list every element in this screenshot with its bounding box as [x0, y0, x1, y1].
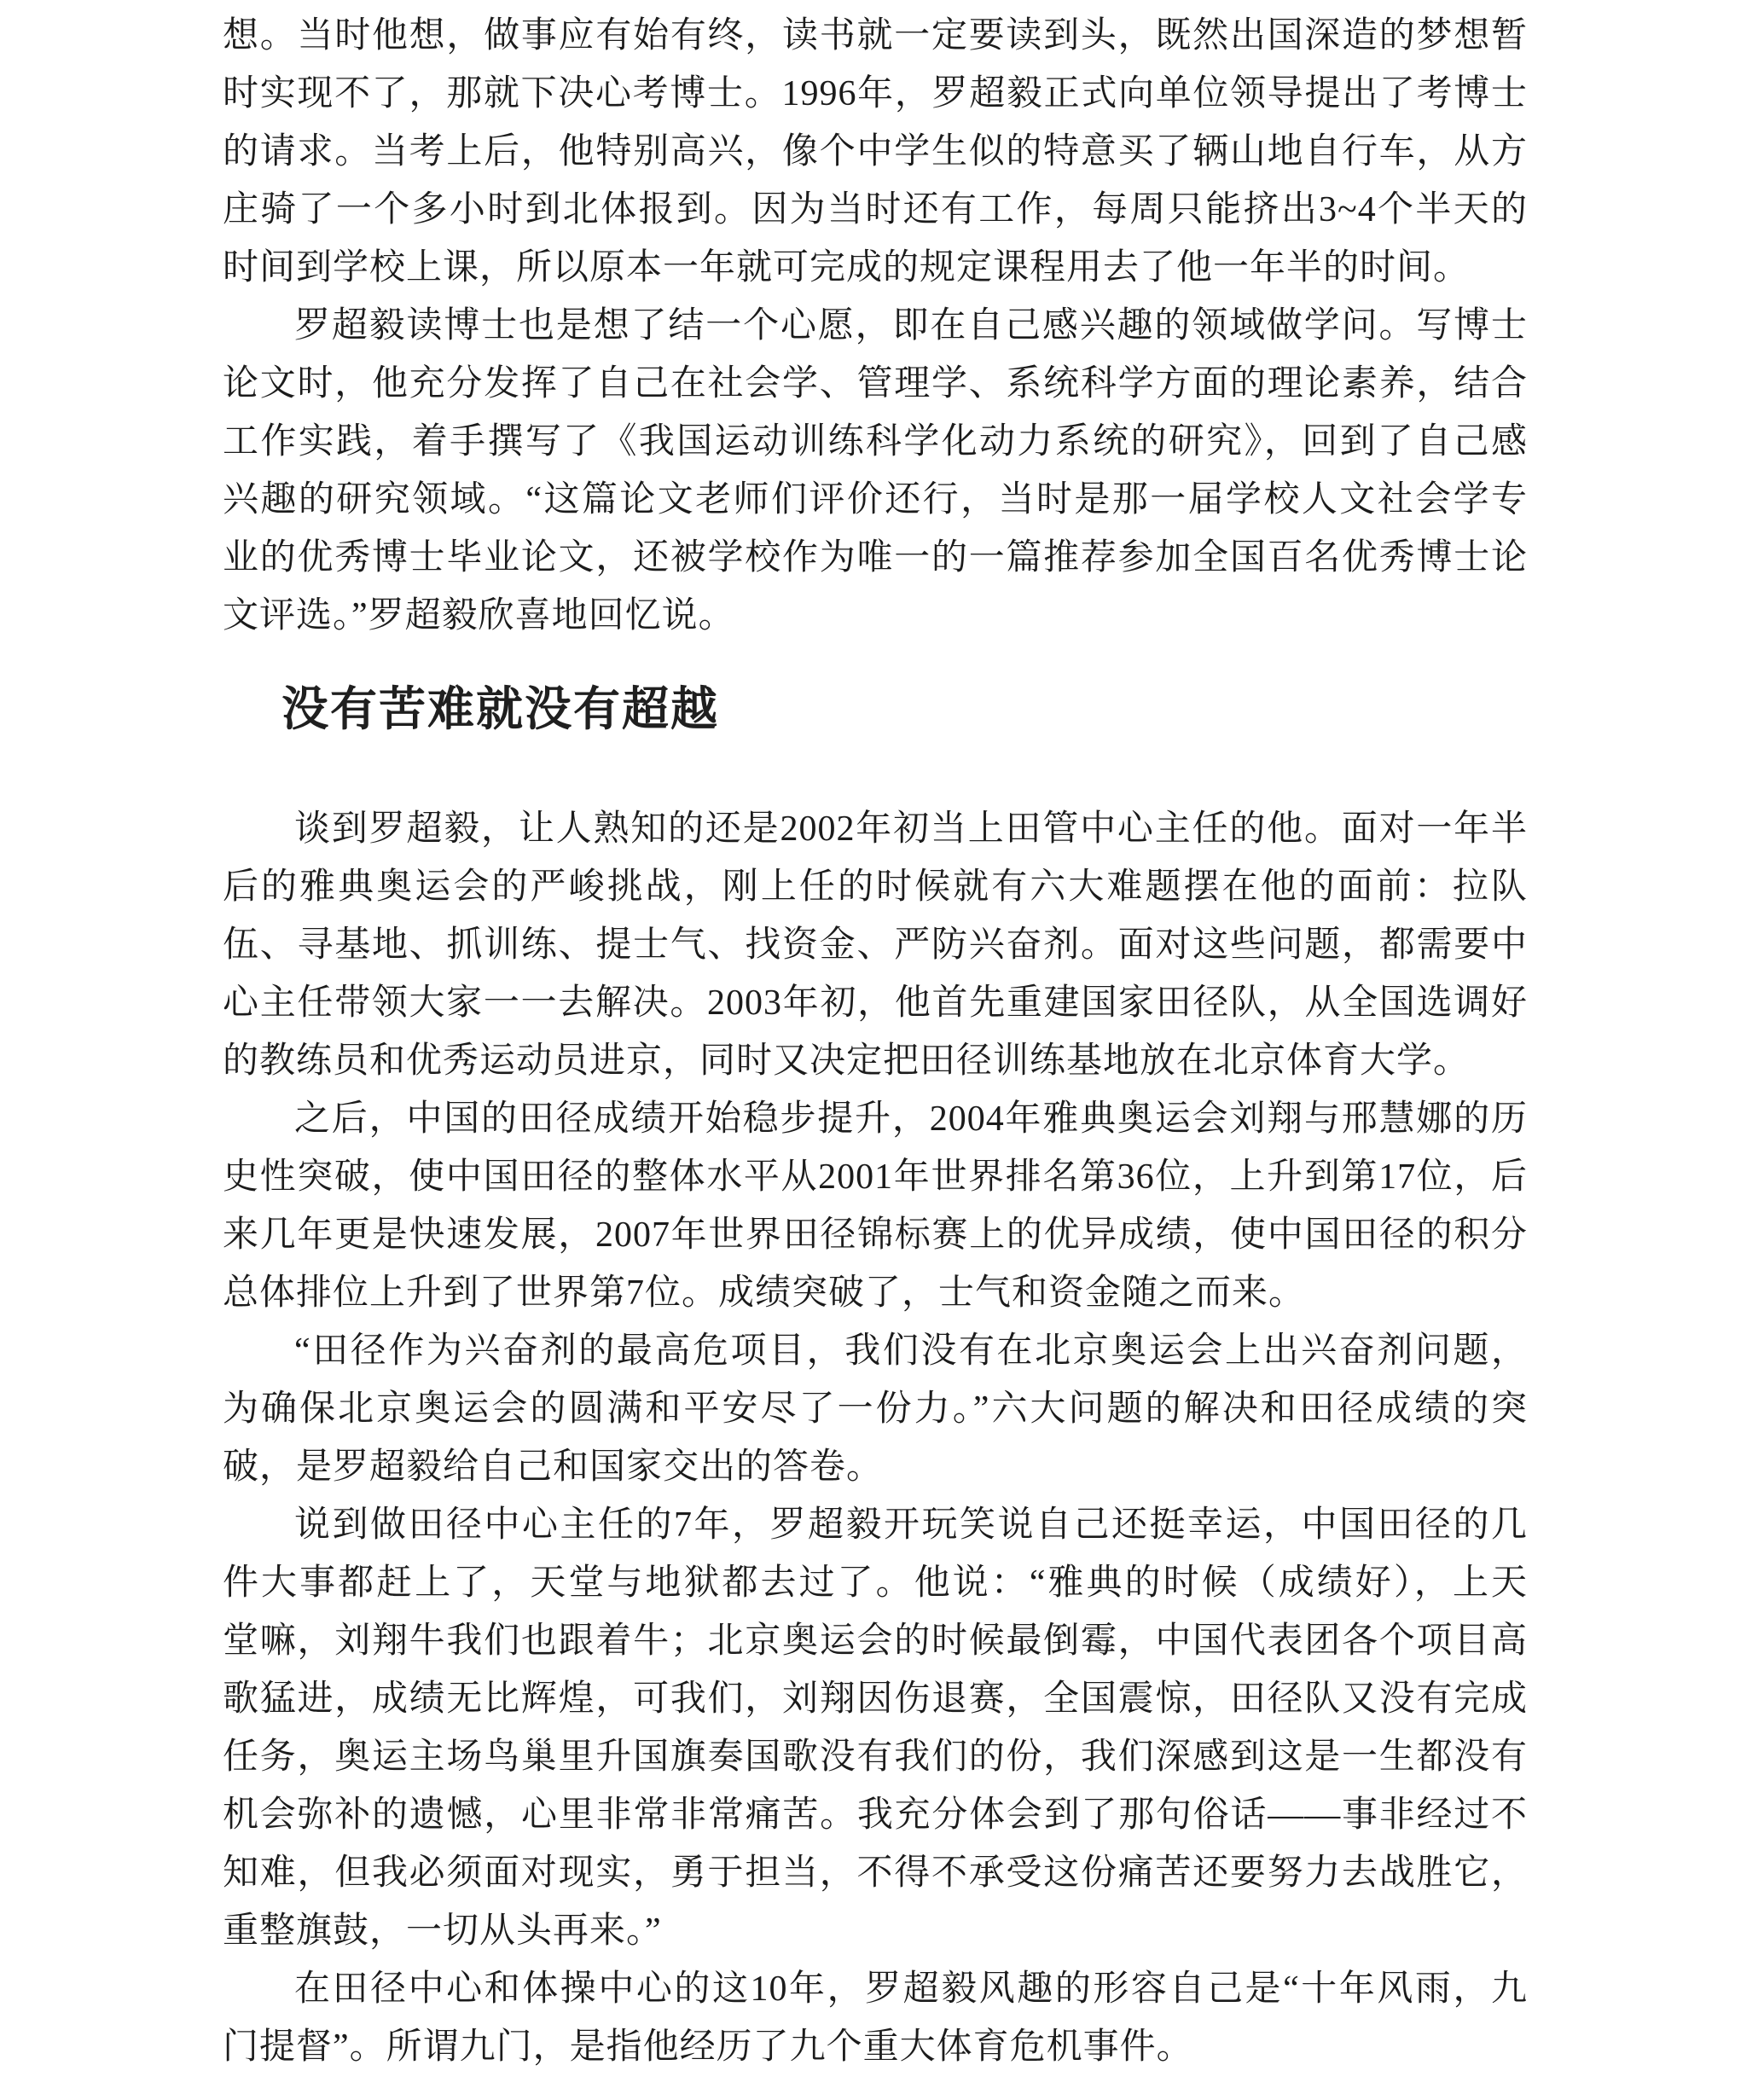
- text-line: 伍、寻基地、抓训练、提士气、找资金、严防兴奋剂。面对这些问题，都需要中: [223, 925, 1528, 965]
- text-line: 庄骑了一个多小时到北体报到。因为当时还有工作，每周只能挤出3~4个半天的: [223, 190, 1528, 229]
- text-line: 知难，但我必须面对现实，勇于担当，不得不承受这份痛苦还要努力去战胜它，: [223, 1853, 1528, 1893]
- text-line: 文评选。”罗超毅欣喜地回忆说。: [223, 596, 735, 635]
- text-line: 时实现不了，那就下决心考博士。1996年，罗超毅正式向单位领导提出了考博士: [223, 74, 1528, 113]
- text-line: 工作实践，着手撰写了《我国运动训练科学化动力系统的研究》，回到了自己感: [223, 422, 1528, 461]
- text-line: 罗超毅读博士也是想了结一个心愿，即在自己感兴趣的领域做学问。写博士: [294, 306, 1528, 345]
- text-line: 件大事都赶上了，天堂与地狱都去过了。他说：“雅典的时候（成绩好），上天: [223, 1563, 1528, 1603]
- text-line: 总体排位上升到了世界第7位。成绩突破了，士气和资金随之而来。: [223, 1273, 1306, 1313]
- text-line: 后的雅典奥运会的严峻挑战，刚上任的时候就有六大难题摆在他的面前：拉队: [223, 867, 1528, 907]
- text-line: 在田径中心和体操中心的这10年，罗超毅风趣的形容自己是“十年风雨，九: [294, 1969, 1528, 2009]
- section-heading: 没有苦难就没有超越: [281, 682, 720, 735]
- text-line: 论文时，他充分发挥了自己在社会学、管理学、系统科学方面的理论素养，结合: [223, 364, 1528, 403]
- text-line: 机会弥补的遗憾，心里非常非常痛苦。我充分体会到了那句俗话——事非经过不: [223, 1795, 1528, 1835]
- text-line: 时间到学校上课，所以原本一年就可完成的规定课程用去了他一年半的时间。: [223, 248, 1471, 287]
- text-line: 的教练员和优秀运动员进京，同时又决定把田径训练基地放在北京体育大学。: [223, 1041, 1471, 1081]
- text-line: 堂嘛，刘翔牛我们也跟着牛；北京奥运会的时候最倒霉，中国代表团各个项目高: [223, 1621, 1528, 1661]
- text-line: 为确保北京奥运会的圆满和平安尽了一份力。”六大问题的解决和田径成绩的突: [223, 1389, 1528, 1429]
- text-line: 史性突破，使中国田径的整体水平从2001年世界排名第36位，上升到第17位，后: [223, 1157, 1528, 1197]
- text-line: 想。当时他想，做事应有始有终，读书就一定要读到头，既然出国深造的梦想暂: [223, 16, 1528, 55]
- text-line: 心主任带领大家一一去解决。2003年初，他首先重建国家田径队，从全国选调好: [223, 983, 1528, 1023]
- text-line: 任务，奥运主场鸟巢里升国旗奏国歌没有我们的份，我们深感到这是一生都没有: [223, 1737, 1528, 1777]
- text-line: 兴趣的研究领域。“这篇论文老师们评价还行，当时是那一届学校人文社会学专: [223, 480, 1528, 519]
- text-line: 破，是罗超毅给自己和国家交出的答卷。: [223, 1447, 884, 1487]
- text-line: 重整旗鼓，一切从头再来。”: [223, 1911, 662, 1951]
- text-line: 门提督”。所谓九门，是指他经历了九个重大体育危机事件。: [223, 2027, 1193, 2067]
- text-block-upper: [223, 7, 1528, 645]
- text-line: 的请求。当考上后，他特别高兴，像个中学生似的特意买了辆山地自行车，从方: [223, 132, 1528, 171]
- text-line: 来几年更是快速发展，2007年世界田径锦标赛上的优异成绩，使中国田径的积分: [223, 1215, 1528, 1255]
- text-line: 谈到罗超毅，让人熟知的还是2002年初当上田管中心主任的他。面对一年半: [294, 809, 1528, 849]
- text-line: 业的优秀博士毕业论文，还被学校作为唯一的一篇推荐参加全国百名优秀博士论: [223, 538, 1528, 577]
- text-line: 说到做田径中心主任的7年，罗超毅开玩笑说自己还挺幸运，中国田径的几: [294, 1505, 1528, 1545]
- text-line: 歌猛进，成绩无比辉煌，可我们，刘翔因伤退赛，全国震惊，田径队又没有完成: [223, 1679, 1528, 1719]
- text-block-lower: [223, 800, 1528, 2076]
- text-line: 之后，中国的田径成绩开始稳步提升，2004年雅典奥运会刘翔与邢慧娜的历: [294, 1099, 1528, 1139]
- text-line: “田径作为兴奋剂的最高危项目，我们没有在北京奥运会上出兴奋剂问题，: [294, 1331, 1528, 1371]
